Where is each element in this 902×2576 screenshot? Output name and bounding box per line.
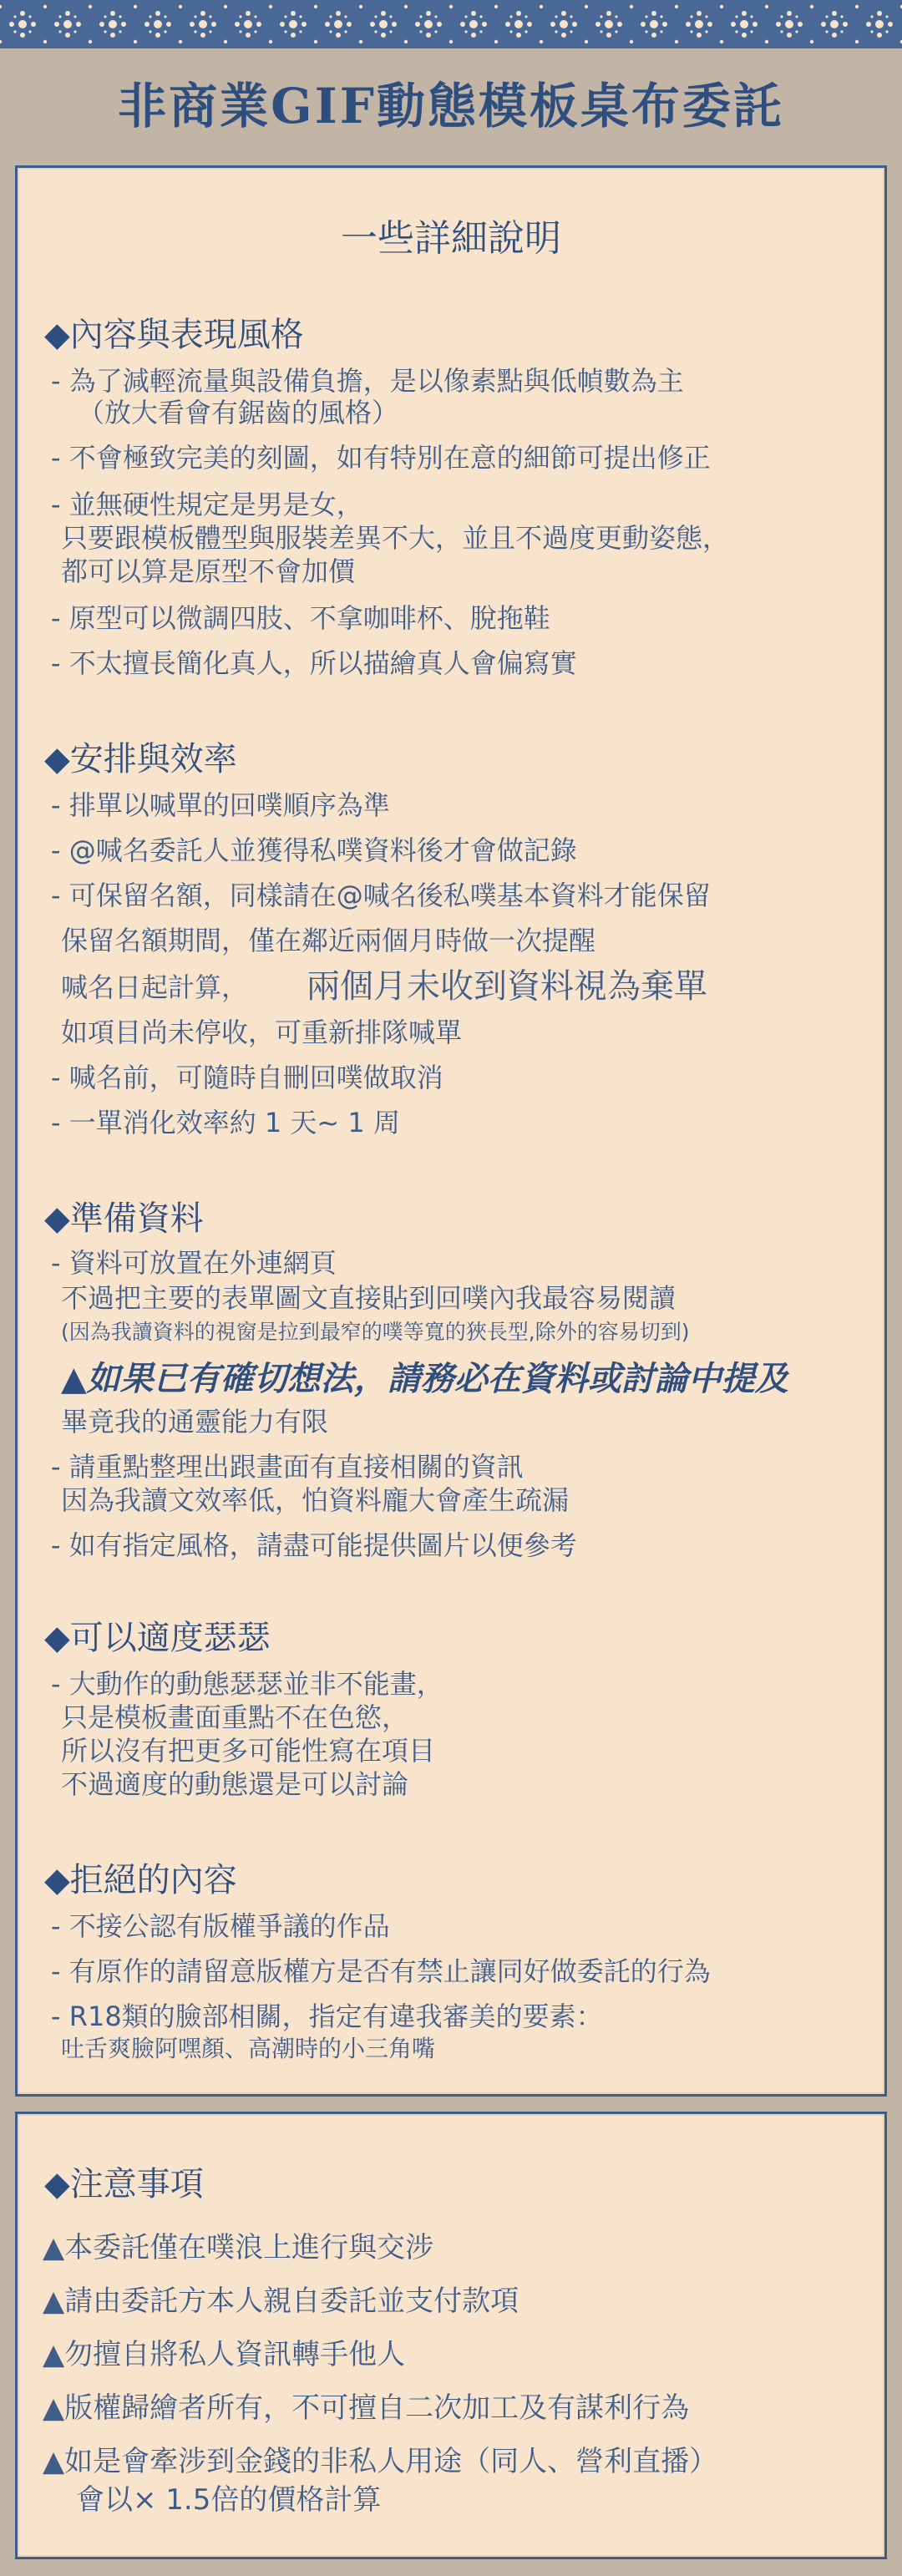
list-item: - R18類的臉部相關，指定有違我審美的要素： bbox=[51, 2000, 603, 2032]
list-item: 畢竟我的通靈能力有限 bbox=[61, 1406, 329, 1438]
section-heading-style: ◆內容與表現風格 bbox=[44, 316, 304, 354]
page-title: 非商業GIF動態模板桌布委託 bbox=[118, 78, 784, 134]
list-item: 保留名額期間，僅在鄰近兩個月時做一次提醒 bbox=[61, 925, 596, 956]
details-panel bbox=[15, 165, 887, 2097]
warning-text: ▲如果已有確切想法，請務必在資料或討論中提及 bbox=[61, 1360, 788, 1398]
list-item: ▲如是會牽涉到金錢的非私人用途（同人、營利直播） bbox=[43, 2445, 718, 2478]
list-item: - 有原作的請留意版權方是否有禁止讓同好做委託的行為 bbox=[51, 1955, 711, 1987]
section-heading-materials: ◆準備資料 bbox=[44, 1199, 204, 1238]
list-item: - 不太擅長簡化真人，所以描繪真人會偏寫實 bbox=[51, 647, 577, 679]
list-item: - @喊名委託人並獲得私噗資料後才會做記錄 bbox=[51, 834, 577, 866]
list-item: ▲請由委託方本人親自委託並支付款項 bbox=[43, 2284, 519, 2318]
list-item: - 一單消化效率約 1 天~ 1 周 bbox=[51, 1107, 400, 1138]
list-item: 只要跟模板體型與服裝差異不大，並且不過度更動姿態， bbox=[61, 522, 730, 554]
list-item: 都可以算是原型不會加價 bbox=[61, 555, 356, 587]
list-item: 不過把主要的表單圖文直接貼到回噗內我最容易閱讀 bbox=[61, 1282, 676, 1314]
list-item: - 大動作的動態瑟瑟並非不能畫， bbox=[51, 1668, 443, 1700]
section-heading-rejected: ◆拒絕的內容 bbox=[44, 1861, 237, 1899]
list-item: - 如有指定風格，請盡可能提供圖片以便參考 bbox=[51, 1529, 577, 1561]
list-item: - 不接公認有版權爭議的作品 bbox=[51, 1910, 390, 1942]
list-item: ▲勿擅自將私人資訊轉手他人 bbox=[43, 2338, 406, 2371]
list-item-note: (因為我讀資料的視窗是拉到最窄的噗等寬的狹長型,除外的容易切到) bbox=[61, 1320, 690, 1344]
list-item: - 不會極致完美的刻圖，如有特別在意的細節可提出修正 bbox=[51, 442, 711, 474]
section-heading-schedule: ◆安排與效率 bbox=[44, 740, 237, 778]
list-item: 因為我讀文效率低，怕資料龐大會產生疏漏 bbox=[61, 1484, 570, 1516]
list-item: 只是模板畫面重點不在色慾， bbox=[61, 1701, 409, 1733]
list-item: - 並無硬性規定是男是女， bbox=[51, 489, 363, 520]
list-item: - 喊名前，可隨時自刪回噗做取消 bbox=[51, 1062, 443, 1093]
list-item: 會以× 1.5倍的價格計算 bbox=[76, 2483, 382, 2517]
section-heading-notes: ◆注意事項 bbox=[44, 2165, 204, 2203]
list-item: - 原型可以微調四肢、不拿咖啡杯、脫拖鞋 bbox=[51, 602, 550, 634]
list-item: ▲版權歸繪者所有，不可擅自二次加工及有謀利行為 bbox=[43, 2391, 690, 2425]
list-item: 所以沒有把更多可能性寫在項目 bbox=[61, 1735, 436, 1767]
list-item: - 為了減輕流量與設備負擔，是以像素點與低幀數為主 bbox=[51, 365, 684, 397]
list-item: - 請重點整理出跟畫面有直接相關的資訊 bbox=[51, 1451, 524, 1483]
list-item-emphasis: 兩個月未收到資料視為棄單 bbox=[307, 967, 707, 1006]
list-item: 喊名日起計算， bbox=[61, 971, 249, 1003]
list-item: （放大看會有鋸齒的風格） bbox=[78, 397, 399, 428]
list-item: - 可保留名額，同樣請在@喊名後私噗基本資料才能保留 bbox=[51, 880, 711, 911]
list-item: ▲本委託僅在噗浪上進行與交涉 bbox=[43, 2231, 434, 2264]
notes-panel bbox=[15, 2112, 887, 2559]
list-item: 如項目尚未停收，可重新排隊喊單 bbox=[61, 1017, 463, 1048]
section-heading-nsfw: ◆可以適度瑟瑟 bbox=[44, 1619, 271, 1657]
list-item: 不過適度的動態還是可以討論 bbox=[61, 1768, 409, 1800]
decorative-pattern-banner bbox=[0, 0, 902, 48]
list-item: 吐舌爽臉阿嘿顏、高潮時的小三角嘴 bbox=[61, 2035, 436, 2062]
panel-title: 一些詳細說明 bbox=[341, 217, 561, 260]
list-item: - 資料可放置在外連網頁 bbox=[51, 1247, 337, 1279]
list-item: - 排單以喊單的回噗順序為準 bbox=[51, 789, 390, 821]
